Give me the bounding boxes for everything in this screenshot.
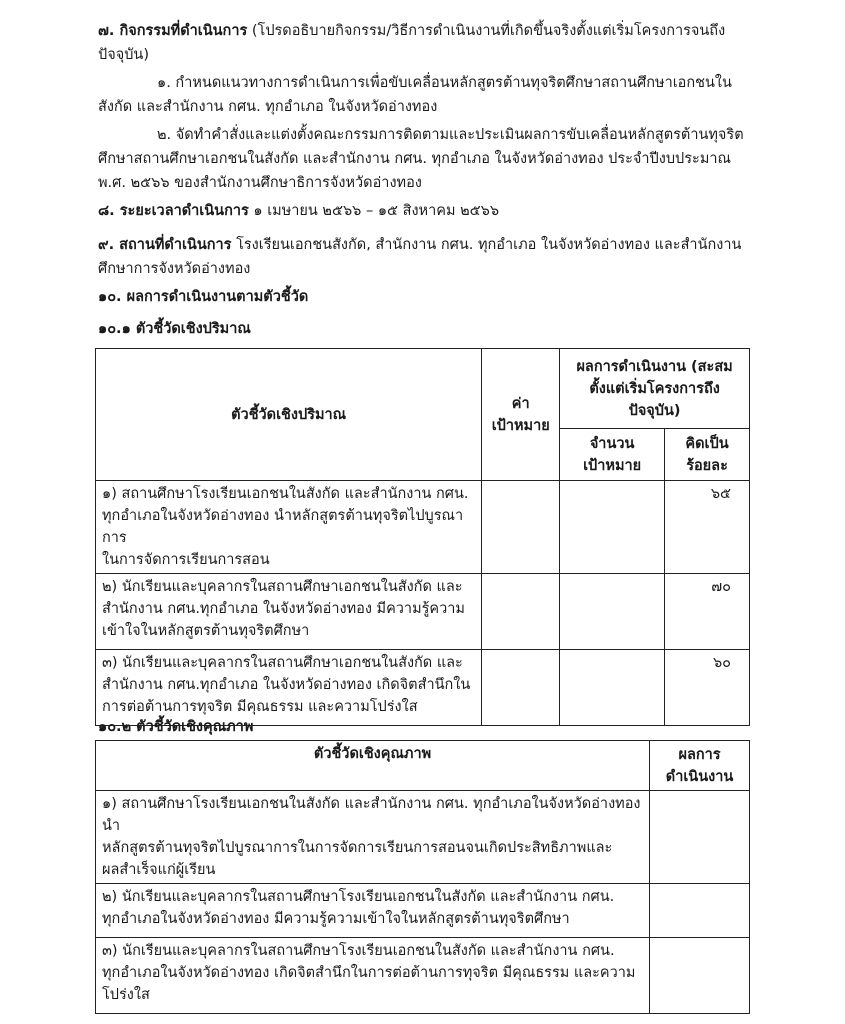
quant-header-percent <box>665 429 750 481</box>
qual-row3-l3: โปร่งใส <box>102 987 150 1003</box>
section7-note-cont: ปัจจุบัน) <box>98 47 149 63</box>
quant-row1-target <box>482 481 560 574</box>
quant-row3-l2: สำนักงาน กศน.ทุกอำเภอ ในจังหวัดอ่างทอง เกิดจิตสำนึกใน <box>102 677 471 693</box>
qual-header-result-l2: ดำเนินงาน <box>665 768 734 785</box>
quant-row3-indicator <box>96 650 482 726</box>
quant-row2-percent: ๗๐ <box>665 574 750 650</box>
quant-row1-l3: ในการจัดการเรียนการสอน <box>102 552 270 568</box>
table-row <box>96 574 750 650</box>
section10-sub2: ๑๐.๒ ตัวชี้วัดเชิงคุณภาพ <box>98 719 254 735</box>
qual-header-indicator: ตัวชี้วัดเชิงคุณภาพ <box>96 741 650 791</box>
section10-heading: ๑๐. ผลการดำเนินงานตามตัวชี้วัด <box>98 289 309 305</box>
section9-line <box>98 234 741 256</box>
section7-heading: ๗. กิจกรรมที่ดำเนินการ <box>98 23 248 39</box>
quant-row3-percent: ๖๐ <box>665 650 750 726</box>
qual-row1-l3: ผลสำเร็จแก่ผู้เรียน <box>102 862 216 878</box>
quant-header-result <box>560 349 750 429</box>
quant-row2-l1: ๒) นักเรียนและบุคลากรในสถานศึกษาเอกชนในสังกัด และ <box>102 579 463 595</box>
qual-row2-result <box>650 884 750 938</box>
quant-row2-l2: สำนักงาน กศน.ทุกอำเภอ ในจังหวัดอ่างทอง มีความรู้ความ <box>102 601 465 617</box>
quant-row3-l3: การต่อต้านการทุจริต มีคุณธรรม และความโปร่งใส <box>102 699 418 715</box>
section7-note: (โปรดอธิบายกิจกรรม/วิธีการดำเนินงานที่เกิดขึ้นจริงตั้งแต่เริ่มโครงการจนถึง <box>247 23 726 39</box>
quant-row2-count <box>560 574 665 650</box>
quant-header-indicator: ตัวชี้วัดเชิงปริมาณ <box>96 349 482 481</box>
quant-header-target-l2: เป้าหมาย <box>491 417 550 434</box>
section7-item1-cont: สังกัด และสำนักงาน กศน. ทุกอำเภอ ในจังหวัดอ่างทอง <box>98 99 438 115</box>
quant-row2-target <box>482 574 560 650</box>
quant-header-percent-l2: ร้อยละ <box>686 457 728 474</box>
qual-header-result-l1: ผลการ <box>678 746 721 763</box>
qual-row1-l1: ๑) สถานศึกษาโรงเรียนเอกชนในสังกัด และสำนักงาน กศน. ทุกอำเภอในจังหวัดอ่างทอง นำ <box>102 796 641 834</box>
qual-row3-indicator <box>96 938 650 1014</box>
qual-header-result <box>650 741 750 791</box>
quant-header-count-l1: จำนวน <box>589 435 635 452</box>
section7-item2-cont2: พ.ศ. ๒๕๖๖ ของสำนักงานศึกษาธิการจังหวัดอ่างทอง <box>98 175 422 191</box>
table-row <box>96 791 750 884</box>
qual-row2-l1: ๒) นักเรียนและบุคลากรในสถานศึกษาโรงเรียนเอกชนในสังกัด และสำนักงาน กศน. <box>102 889 615 905</box>
table-row <box>96 938 750 1014</box>
table-row <box>96 650 750 726</box>
quant-row1-indicator <box>96 481 482 574</box>
qualitative-table <box>95 740 750 1014</box>
qual-row1-indicator <box>96 791 650 884</box>
table-row <box>96 884 750 938</box>
quant-header-result-l2: ตั้งแต่เริ่มโครงการถึง <box>589 380 720 397</box>
section7-heading-line <box>98 20 725 42</box>
quant-header-percent-l1: คิดเป็น <box>685 435 729 452</box>
qual-row2-l2: ทุกอำเภอในจังหวัดอ่างทอง มีความรู้ความเข้าใจในหลักสูตรต้านทุจริตศึกษา <box>102 911 570 927</box>
quantitative-table <box>95 348 750 726</box>
quant-header-result-l3: ปัจจุบัน) <box>628 402 681 419</box>
quant-row3-l1: ๓) นักเรียนและบุคลากรในสถานศึกษาเอกชนในสังกัด และ <box>102 655 463 671</box>
quant-row1-count <box>560 481 665 574</box>
quant-header-count <box>560 429 665 481</box>
quant-row1-l2: ทุกอำเภอในจังหวัดอ่างทอง นำหลักสูตรต้านทุจริตไปบูรณาการ <box>102 508 464 546</box>
qual-row1-l2: หลักสูตรต้านทุจริตไปบูรณาการในการจัดการเรียนการสอนจนเกิดประสิทธิภาพและ <box>102 840 613 856</box>
quant-row2-indicator <box>96 574 482 650</box>
quant-header-count-l2: เป้าหมาย <box>583 457 642 474</box>
section9-value: โรงเรียนเอกชนสังกัด, สำนักงาน กศน. ทุกอำเภอ ในจังหวัดอ่างทอง และสำนักงาน <box>231 237 742 253</box>
quant-row2-l3: เข้าใจในหลักสูตรต้านทุจริตศึกษา <box>102 623 310 639</box>
quant-header-result-l1: ผลการดำเนินงาน (สะสม <box>576 358 733 375</box>
section8-line <box>98 200 499 222</box>
qual-row1-result <box>650 791 750 884</box>
quant-header-target <box>482 349 560 481</box>
qual-row3-l1: ๓) นักเรียนและบุคลากรในสถานศึกษาโรงเรียนเอกชนในสังกัด และสำนักงาน กศน. <box>102 943 615 959</box>
section7-item1: ๑. กำหนดแนวทางการดำเนินการเพื่อขับเคลื่อนหลักสูตรต้านทุจริตศึกษาสถานศึกษาเอกชนใน <box>157 75 732 91</box>
quant-row3-count <box>560 650 665 726</box>
section9-heading: ๙. สถานที่ดำเนินการ <box>98 237 232 253</box>
qual-row3-result <box>650 938 750 1014</box>
section9-value-cont: ศึกษาการจังหวัดอ่างทอง <box>98 261 251 277</box>
qual-row2-indicator <box>96 884 650 938</box>
quant-row3-target <box>482 650 560 726</box>
section10-sub1: ๑๐.๑ ตัวชี้วัดเชิงปริมาณ <box>98 321 251 337</box>
section8-value: ๑ เมษายน ๒๕๖๖ – ๑๕ สิงหาคม ๒๕๖๖ <box>248 203 500 219</box>
quant-row1-l1: ๑) สถานศึกษาโรงเรียนเอกชนในสังกัด และสำนักงาน กศน. <box>102 486 469 502</box>
quant-header-target-l1: ค่า <box>511 395 530 412</box>
section7-item2: ๒. จัดทำคำสั่งและแต่งตั้งคณะกรรมการติดตามและประเมินผลการขับเคลื่อนหลักสูตรต้านทุจริต <box>157 127 744 143</box>
section8-heading: ๘. ระยะเวลาดำเนินการ <box>98 203 249 219</box>
section7-item2-cont: ศึกษาสถานศึกษาเอกชนในสังกัด และสำนักงาน กศน. ทุกอำเภอ ในจังหวัดอ่างทอง ประจำปีงบประมาณ <box>98 151 731 167</box>
qual-row3-l2: ทุกอำเภอในจังหวัดอ่างทอง เกิดจิตสำนึกในการต่อต้านการทุจริต มีคุณธรรม และความ <box>102 965 636 981</box>
quant-row1-percent: ๖๕ <box>665 481 750 574</box>
table-row <box>96 481 750 574</box>
